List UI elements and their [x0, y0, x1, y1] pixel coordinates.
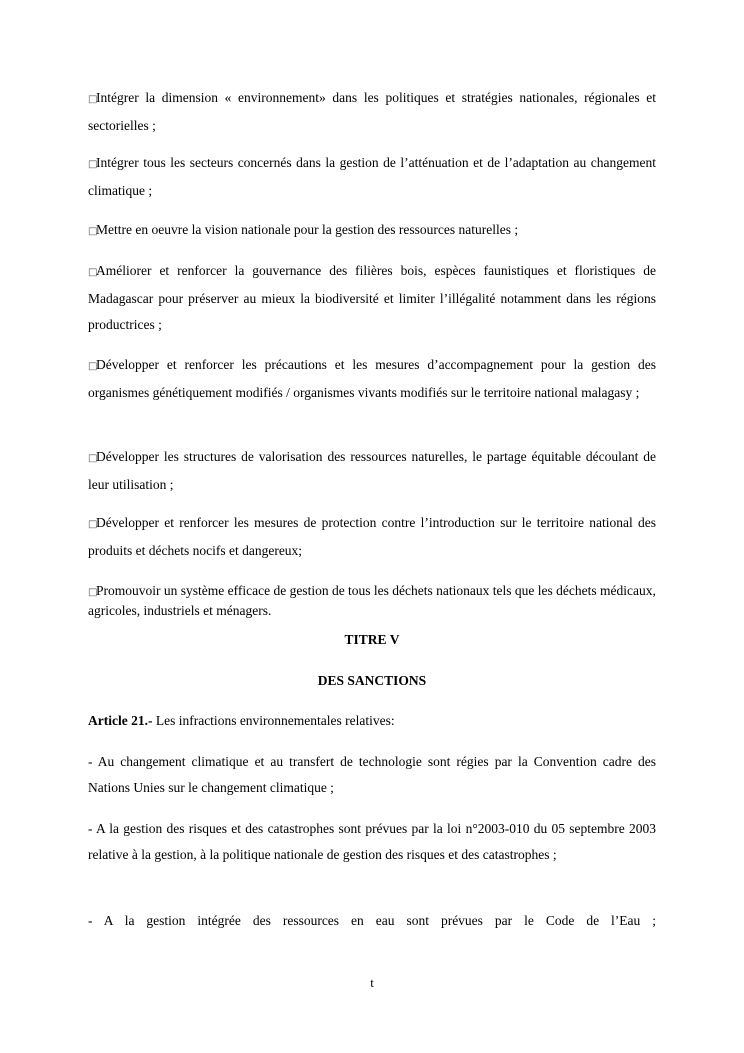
bullet-text: Mettre en oeuvre la vision nationale pour la gestion des ressources naturelles ; [96, 222, 519, 237]
article-item: - A la gestion intégrée des ressources en eau sont prévues par le Code de l’Eau ; [88, 913, 656, 928]
article-label: Article 21.- [88, 713, 153, 728]
bullet-text: Intégrer la dimension « environnement» dans les politiques et stratégies nationales, régionales et sectorielles ; [88, 90, 656, 133]
bullet-box-icon: □ [88, 267, 98, 278]
bullet-box-icon: □ [88, 587, 98, 598]
page-number: t [370, 975, 374, 990]
bullet-item [88, 85, 656, 139]
bullet-item [88, 352, 656, 406]
bullet-box-icon: □ [88, 519, 98, 530]
bullet-box-icon: □ [88, 453, 98, 464]
bullet-text: Promouvoir un système efficace de gestion de tous les déchets nationaux tels que les déchets médicaux, agricoles, industriels et ménagers. [88, 583, 656, 618]
bullet-text: Développer et renforcer les précautions et les mesures d’accompagnement pour la gestion des organismes génétiquement modifiés / organismes vivants modifiés sur le territoire national malagasy ; [88, 357, 656, 400]
bullet-text: Développer et renforcer les mesures de protection contre l’introduction sur le territoire national des produits et déchets nocifs et dangereux; [88, 515, 656, 558]
bullet-box-icon: □ [88, 159, 98, 170]
article-heading [88, 712, 656, 730]
bullet-item [88, 258, 656, 338]
section-subtitle: DES SANCTIONS [317, 673, 427, 688]
bullet-item [88, 510, 656, 564]
bullet-box-icon: □ [88, 361, 98, 372]
bullet-item [88, 582, 656, 620]
bullet-text: Développer les structures de valorisation des ressources naturelles, le partage équitable découlant de leur utilisation ; [88, 449, 656, 492]
section-title: TITRE V [344, 632, 400, 647]
bullet-item [88, 150, 656, 204]
article-item: - Au changement climatique et au transfert de technologie sont régies par la Convention cadre des Nations Unies sur le changement climatique ; [88, 754, 656, 795]
article-intro: Les infractions environnementales relatives: [152, 713, 395, 728]
bullet-item [88, 217, 656, 245]
bullet-box-icon: □ [88, 94, 98, 105]
bullet-item [88, 444, 656, 498]
bullet-box-icon: □ [88, 226, 98, 237]
bullet-text: Intégrer tous les secteurs concernés dans la gestion de l’atténuation et de l’adaptation au changement climatique ; [88, 155, 656, 198]
article-item: - A la gestion des risques et des catastrophes sont prévues par la loi n°2003-010 du 05 septembre 2003 relative à la gestion, à la politique nationale de gestion des risques et des catastrophes ; [88, 821, 656, 862]
bullet-text: Améliorer et renforcer la gouvernance des filières bois, espèces faunistiques et floristiques de Madagascar pour préserver au mieux la biodiversité et limiter l’illégalité notamment dans les régions productrices ; [88, 263, 656, 332]
